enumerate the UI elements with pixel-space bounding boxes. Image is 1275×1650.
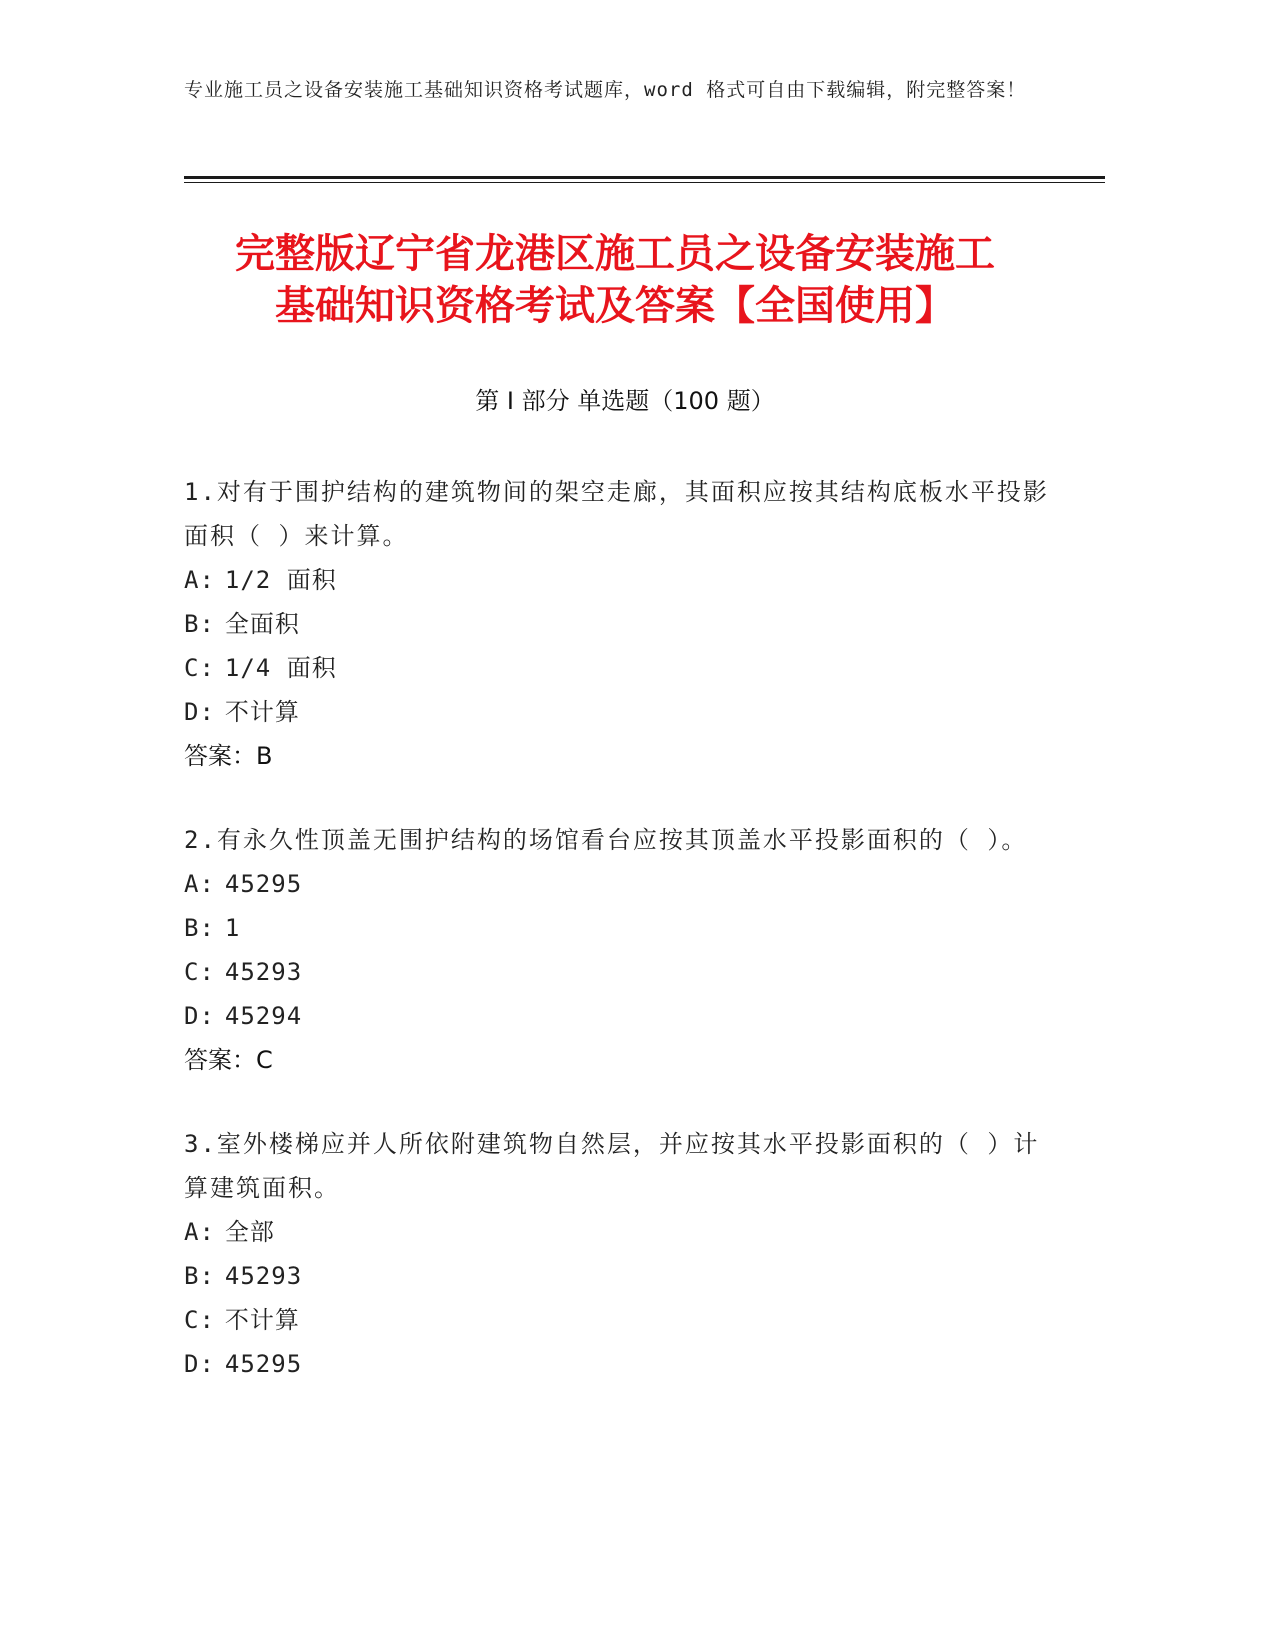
question-3 (184, 1122, 1064, 1386)
question-stem: 3.室外楼梯应并人所依附建筑物自然层，并应按其水平投影面积的（ ）计算建筑面积。 (184, 1130, 1040, 1202)
option-letter: B: (184, 914, 215, 942)
option-letter: D: (184, 698, 215, 726)
option-text: 45293 (224, 1262, 303, 1290)
option-d (184, 690, 1064, 734)
option-b (184, 1254, 1064, 1298)
option-d (184, 1342, 1064, 1386)
document-title-line-1: 完整版辽宁省龙港区施工员之设备安装施工 (235, 231, 995, 277)
option-letter: C: (184, 1306, 215, 1334)
header-rule-thick (184, 176, 1105, 179)
header-note: 专业施工员之设备安装施工基础知识资格考试题库，word 格式可自由下载编辑，附完整答案！ (184, 79, 1027, 101)
option-b (184, 906, 1064, 950)
question-2 (184, 818, 1064, 1082)
option-a (184, 558, 1064, 602)
option-text: 全面积 (224, 610, 300, 638)
section-heading: 第 I 部分 单选题（100 题） (475, 387, 775, 415)
option-letter: A: (184, 1218, 215, 1246)
option-b (184, 602, 1064, 646)
question-stem: 1.对有于围护结构的建筑物间的架空走廊，其面积应按其结构底板水平投影面积（ ）来计算。 (184, 478, 1049, 550)
document-title (150, 228, 1080, 332)
option-text: 45293 (224, 958, 303, 986)
answer-line: 答案：B (184, 742, 273, 770)
option-a (184, 1210, 1064, 1254)
option-letter: B: (184, 1262, 215, 1290)
option-text: 1 (224, 914, 241, 942)
option-c (184, 950, 1064, 994)
option-text: 不计算 (224, 1306, 300, 1334)
option-d (184, 994, 1064, 1038)
option-letter: D: (184, 1350, 215, 1378)
option-text: 45294 (224, 1002, 303, 1030)
option-c (184, 1298, 1064, 1342)
header-rule-thin (184, 182, 1105, 183)
option-text: 不计算 (224, 698, 300, 726)
option-a (184, 862, 1064, 906)
option-text: 1/4 面积 (224, 654, 337, 682)
answer-line: 答案：C (184, 1046, 273, 1074)
question-list (184, 470, 1064, 1426)
question-1 (184, 470, 1064, 778)
option-text: 1/2 面积 (224, 566, 337, 594)
option-letter: D: (184, 1002, 215, 1030)
option-letter: A: (184, 870, 215, 898)
option-text: 45295 (224, 870, 303, 898)
option-c (184, 646, 1064, 690)
option-letter: C: (184, 958, 215, 986)
question-stem: 2.有永久性顶盖无围护结构的场馆看台应按其顶盖水平投影面积的（ ）。 (184, 826, 1028, 854)
option-letter: B: (184, 610, 215, 638)
option-text: 45295 (224, 1350, 303, 1378)
option-letter: C: (184, 654, 215, 682)
option-text: 全部 (224, 1218, 275, 1246)
option-letter: A: (184, 566, 215, 594)
document-title-line-2: 基础知识资格考试及答案【全国使用】 (275, 283, 955, 329)
